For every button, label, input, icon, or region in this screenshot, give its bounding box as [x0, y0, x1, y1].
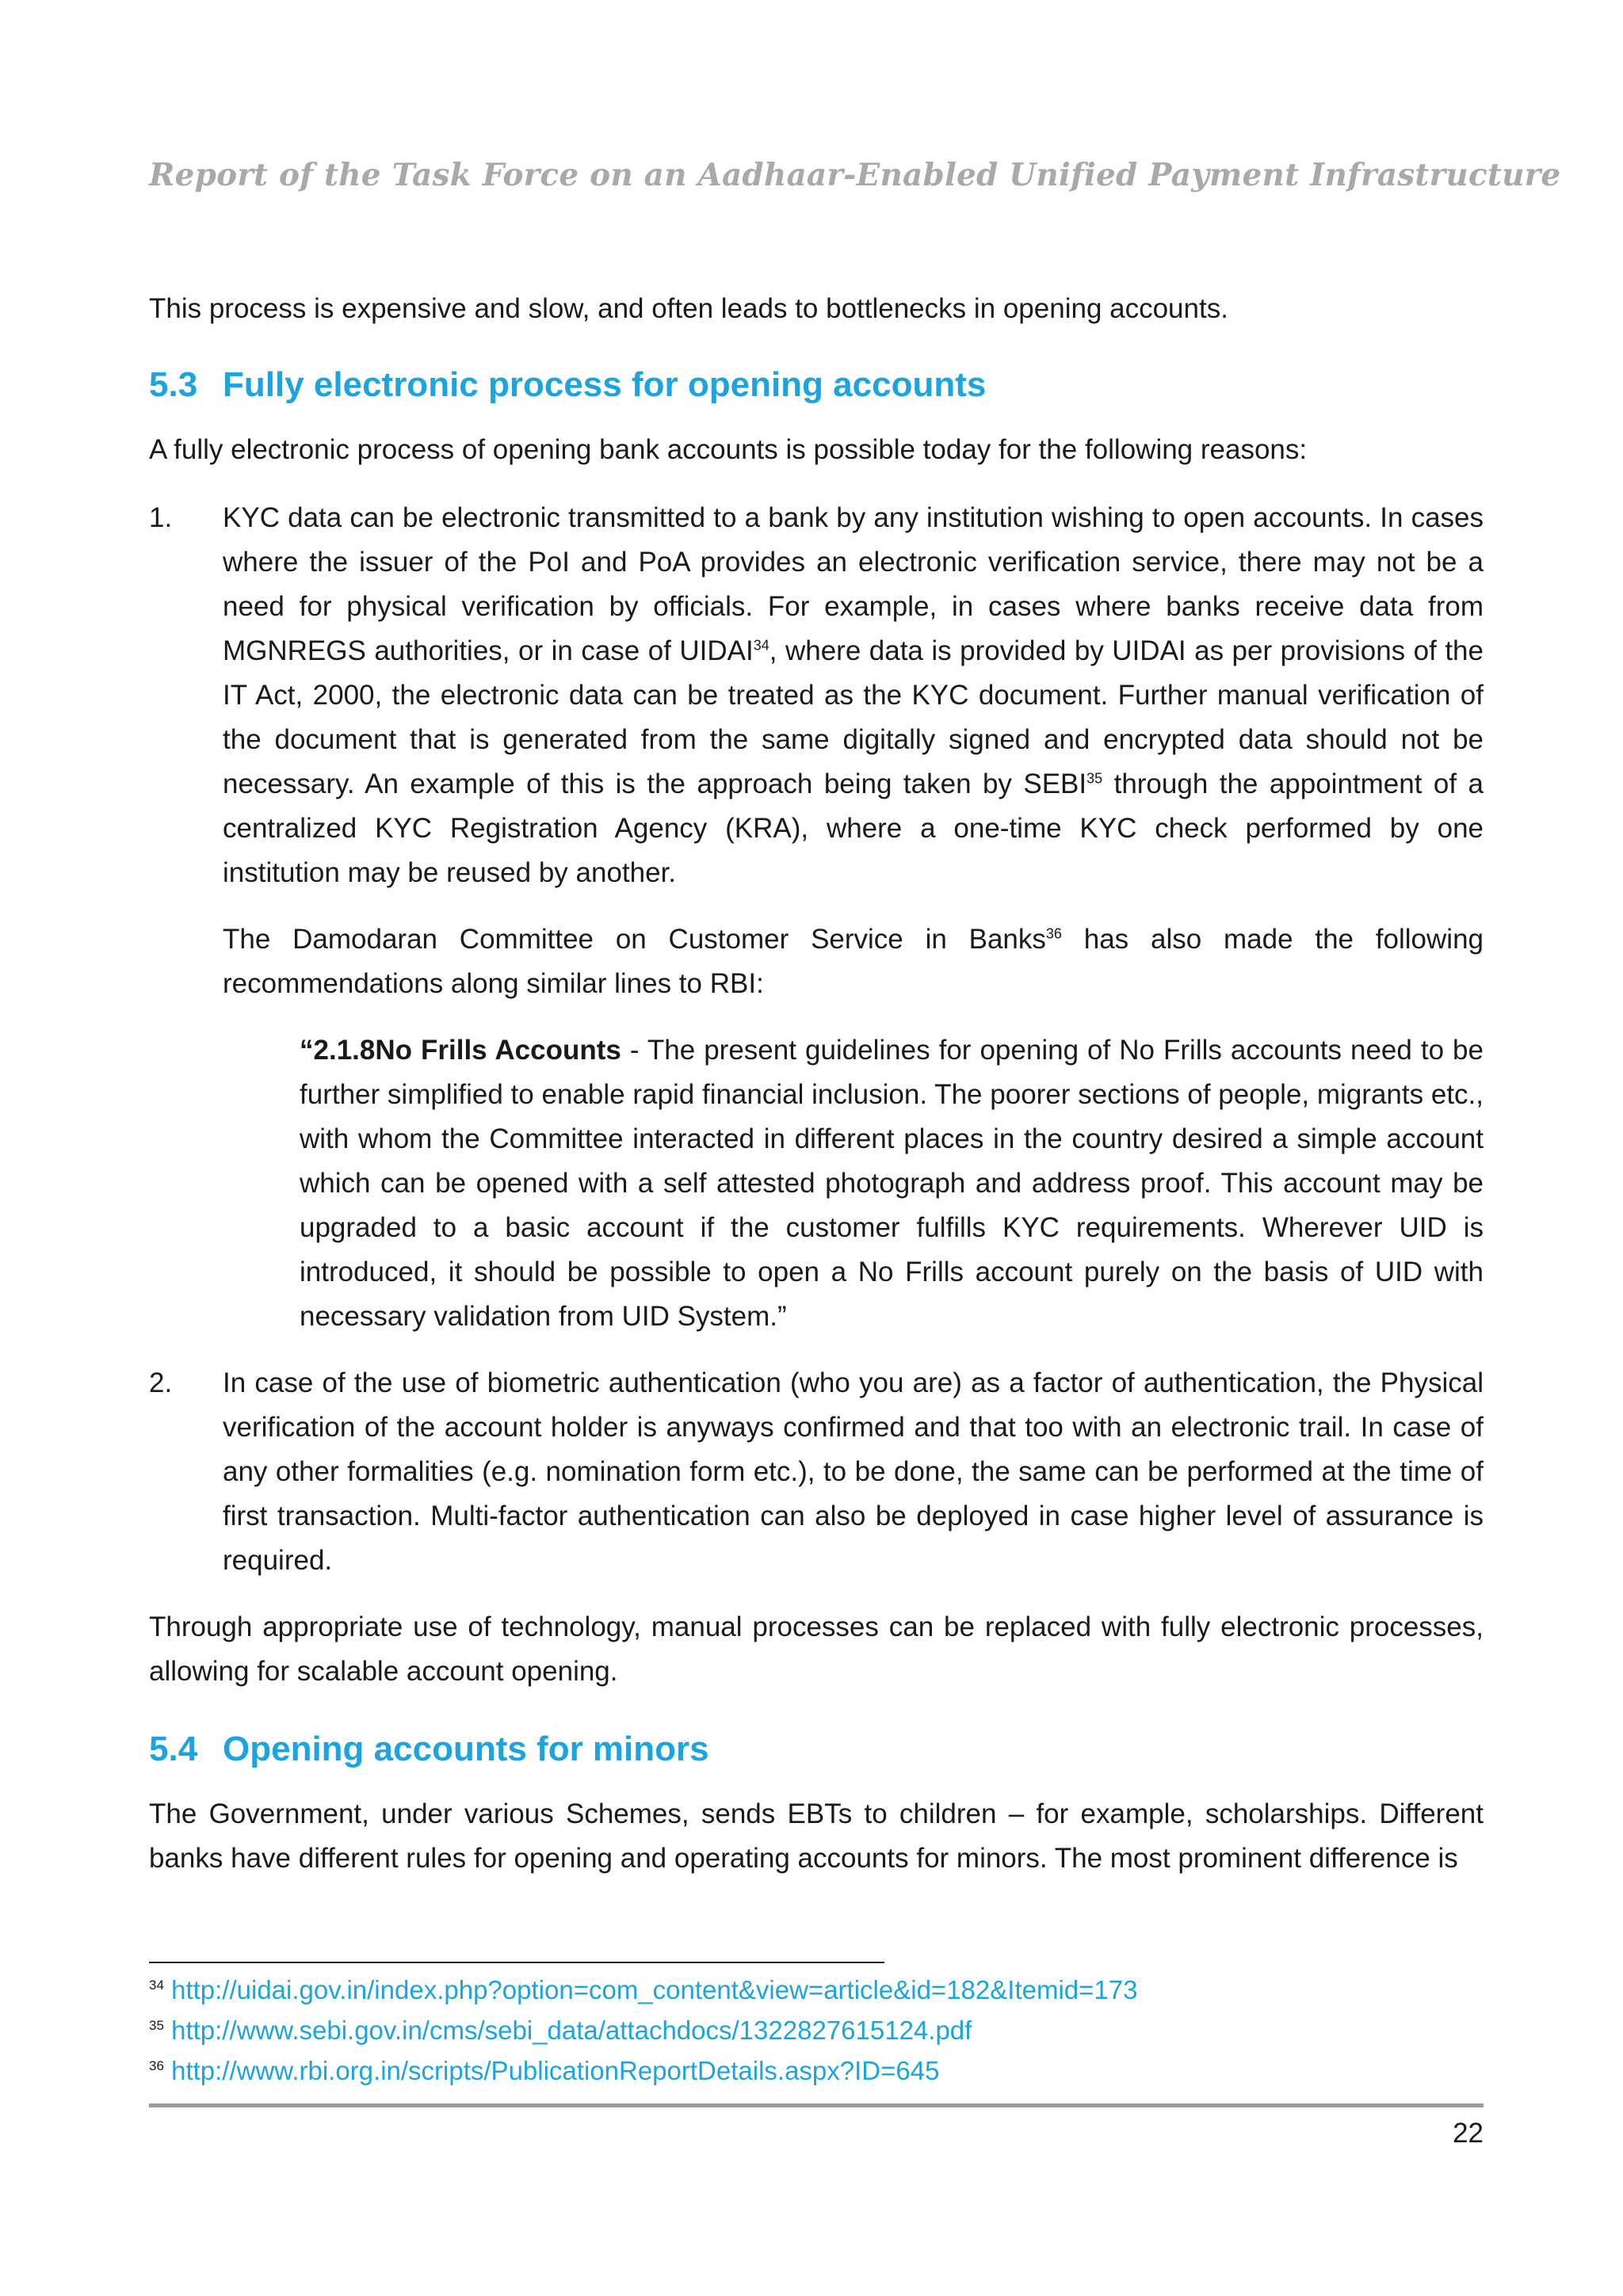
- running-header: Report of the Task Force on an Aadhaar-Enabled Unified Payment Infrastructure: [149, 157, 1561, 193]
- footnote-number: 35: [149, 2018, 164, 2033]
- text-run: , where data is provided by UIDAI as per provisions of the IT Act, 2000, the electronic data can be treated as the KYC document. Further manual verification of the document that is generated from the same digitally signed and encrypted data should not be necessary. An example of this is the approach being taken by SEBI: [223, 635, 1484, 799]
- footnote-ref-34: 34: [753, 637, 769, 654]
- quote-text: - The present guidelines for opening of No Frills accounts need to be further simplified to enable rapid financial inclusion. The poorer sections of people, migrants etc., with whom the Committee interacted in different places in the country desired a simple account which can be opened with a self attested photograph and address proof. This account may be upgraded to a basic account if the customer fulfills KYC requirements. Wherever UID is introduced, it should be possible to open a No Frills account purely on the basis of UID with necessary validation from UID System.”: [300, 1035, 1484, 1332]
- section-heading-5-4: [149, 1726, 1484, 1773]
- text-run: has also made the following recommendations along similar lines to RBI:: [223, 924, 1484, 999]
- footnote-ref-35: 35: [1086, 770, 1103, 787]
- text-run: through the appointment of a centralized KYC Registration Agency (KRA), where a one-time KYC check performed by one institution may be reused by another.: [223, 769, 1484, 888]
- footnote-separator: [149, 1962, 884, 1963]
- list-item-1: [149, 496, 1484, 895]
- list-item-text: [223, 496, 1484, 895]
- page-footer-rule: [149, 2103, 1484, 2107]
- section-number: 5.3: [149, 365, 198, 404]
- footnotes: [149, 1970, 1484, 2091]
- section-number: 5.4: [149, 1730, 198, 1768]
- footnote-link[interactable]: http://uidai.gov.in/index.php?option=com_content&view=article&id=182&Itemid=173: [171, 1975, 1138, 2004]
- footnote-number: 34: [149, 1978, 164, 1993]
- section-title: Fully electronic process for opening accounts: [223, 365, 987, 404]
- quote-title: “2.1.8No Frills Accounts: [300, 1035, 621, 1066]
- list-item-text: In case of the use of biometric authentication (who you are) as a factor of authentication, the Physical verification of the account holder is anyways confirmed and that too with an electronic trail. In case of any other formalities (e.g. nomination form etc.), to be done, the same can be performed at the time of first transaction. Multi-factor authentication can also be deployed in case higher level of assurance is required.: [223, 1367, 1484, 1576]
- section-heading-5-3: [149, 361, 1484, 409]
- page-number: 22: [1453, 2118, 1484, 2149]
- footnote-36: [149, 2050, 1484, 2091]
- closing-paragraph: Through appropriate use of technology, manual processes can be replaced with fully electronic processes, allowing for scalable account opening.: [149, 1611, 1484, 1687]
- damodaran-paragraph: [149, 917, 1484, 1006]
- text-run: KYC data can be electronic transmitted to a bank by any institution wishing to open accounts. In cases where the issuer of the PoI and PoA provides an electronic verification service, there may not be a need for physical verification by officials. For example, in cases where banks receive data from MGNREGS authorities, or in case of UIDAI: [223, 502, 1484, 666]
- list-number: 1.: [149, 502, 173, 533]
- section-5-4-paragraph: The Government, under various Schemes, sends EBTs to children – for example, scholarships. Different banks have different rules for opening and operating accounts for minors. The most prominent difference is: [149, 1798, 1484, 1874]
- list-number: 2.: [149, 1367, 173, 1398]
- footnote-ref-36: 36: [1045, 925, 1062, 942]
- intro-paragraph: This process is expensive and slow, and often leads to bottlenecks in opening accounts.: [149, 293, 1228, 324]
- text-run: The Damodaran Committee on Customer Service in Banks: [223, 924, 1046, 955]
- page-body: [149, 287, 1484, 1881]
- section-lead-paragraph: A fully electronic process of opening bank accounts is possible today for the following reasons:: [149, 434, 1308, 465]
- list-item-2: [149, 1361, 1484, 1583]
- section-title: Opening accounts for minors: [223, 1730, 709, 1768]
- footnote-number: 36: [149, 2058, 164, 2073]
- footnote-34: [149, 1970, 1484, 2010]
- footnote-link[interactable]: http://www.sebi.gov.in/cms/sebi_data/attachdocs/1322827615124.pdf: [171, 2016, 972, 2045]
- footnote-35: [149, 2010, 1484, 2050]
- block-quote: [149, 1028, 1484, 1339]
- footnote-link[interactable]: http://www.rbi.org.in/scripts/PublicationReportDetails.aspx?ID=645: [171, 2056, 940, 2085]
